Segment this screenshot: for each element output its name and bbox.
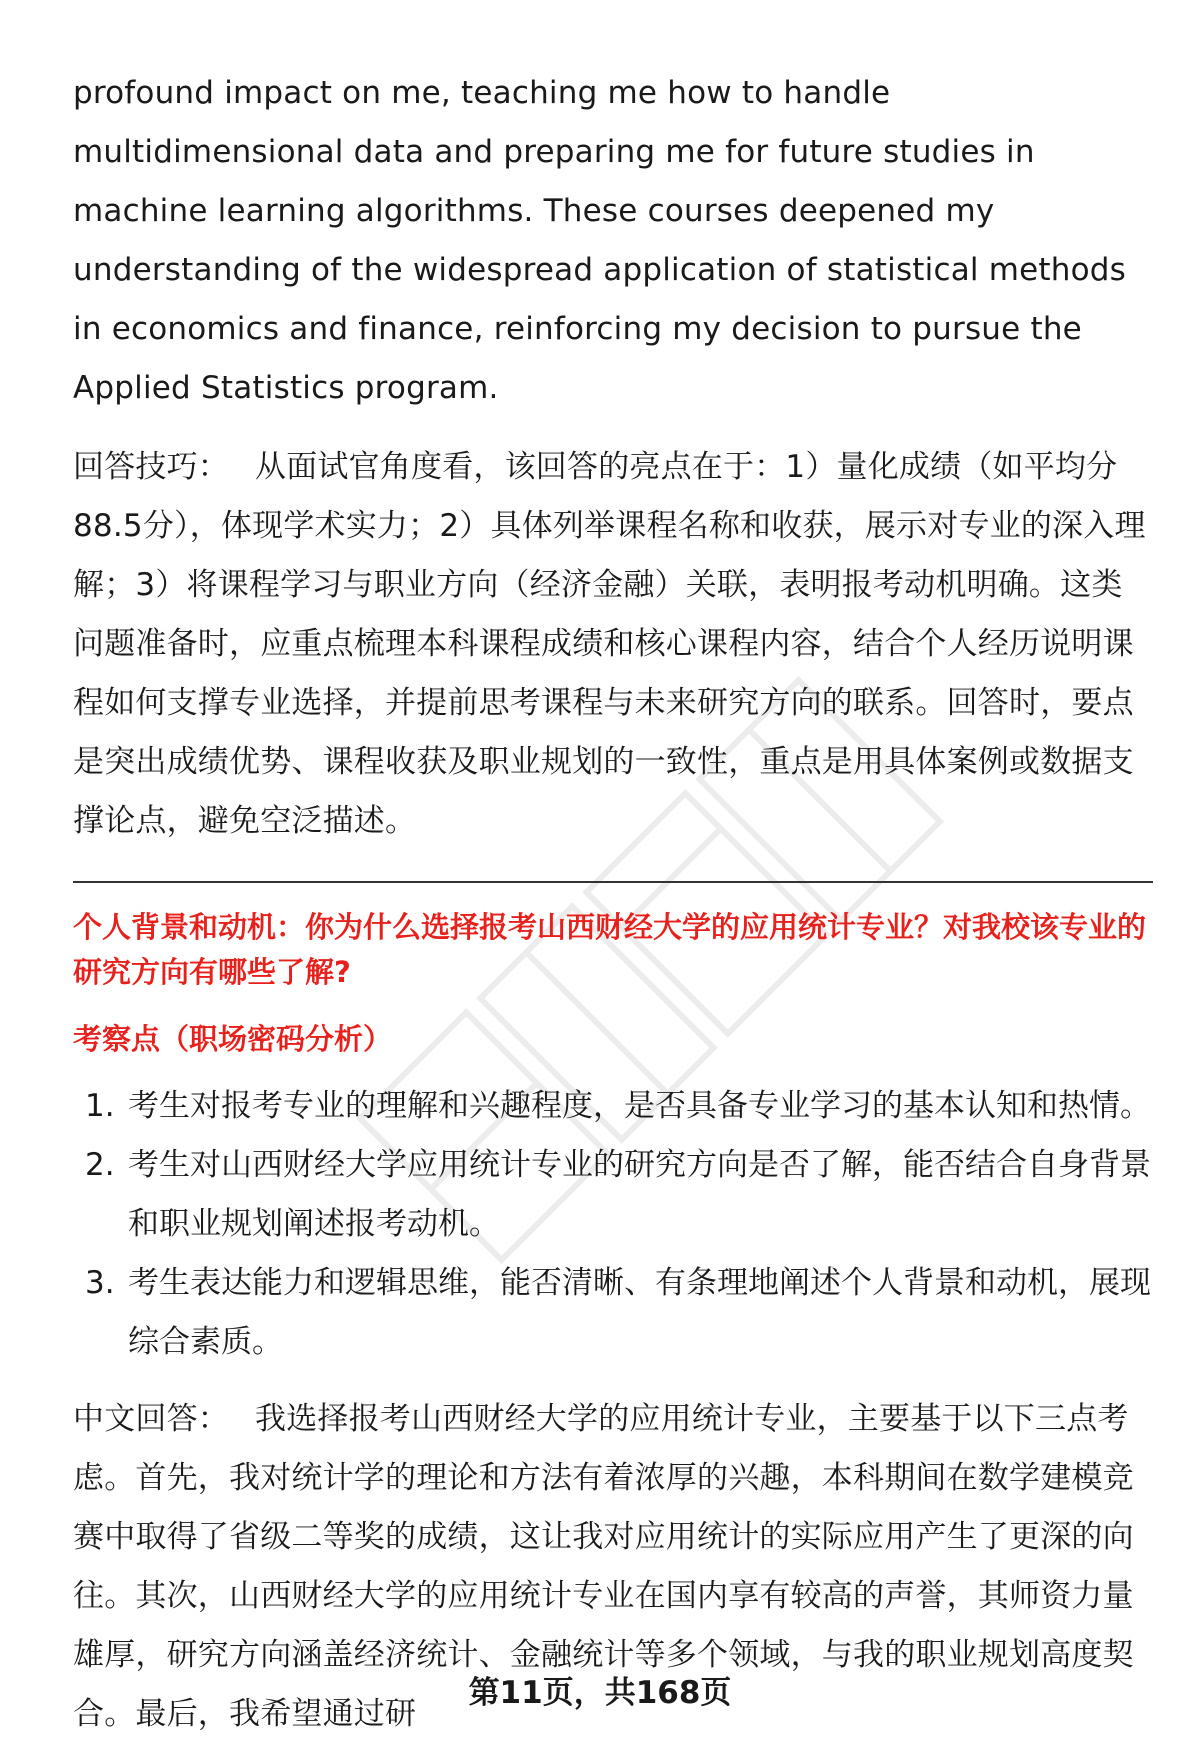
page-number: 第11页，共168页 [468, 1675, 732, 1711]
list-number: 3. [85, 1265, 115, 1301]
list-item [73, 1254, 1153, 1372]
answer-label: 中文回答： [73, 1401, 229, 1437]
english-answer-tail: profound impact on me, teaching me how to handle multidimensional data and preparing me for future studies in machine learning algorithms. These courses deepened my understanding of the widespread application of statistical methods in economics and finance, reinforcing my decision to pursue the Applied Statistics program. [73, 75, 1127, 406]
list-text: 考生表达能力和逻辑思维，能否清晰、有条理地阐述个人背景和动机，展现综合素质。 [128, 1265, 1151, 1360]
answer-tips [73, 438, 1153, 851]
question-title: 个人背景和动机：你为什么选择报考山西财经大学的应用统计专业？对我校该专业的研究方向有哪些了解? [73, 910, 1147, 989]
list-text: 考生对山西财经大学应用统计专业的研究方向是否了解，能否结合自身背景和职业规划阐述报考动机。 [128, 1147, 1151, 1242]
answer-text: 我选择报考山西财经大学的应用统计专业，主要基于以下三点考虑。首先，我对统计学的理论和方法有着浓厚的兴趣，本科期间在数学建模竞赛中取得了省级二等奖的成绩，这让我对应用统计的实际应用产生了更深的向往。其次，山西财经大学的应用统计专业在国内享有较高的声誉，其师资力量雄厚，研究方向涵盖经济统计、金融统计等多个领域，与我的职业规划高度契合。最后，我希望通过研 [73, 1401, 1134, 1732]
tips-text: 从面试官角度看，该回答的亮点在于：1）量化成绩（如平均分88.5分），体现学术实力；2）具体列举课程名称和收获，展示对专业的深入理解；3）将课程学习与职业方向（经济金融）关联，表明报考动机明确。这类问题准备时，应重点梳理本科课程成绩和核心课程内容，结合个人经历说明课程如何支撑专业选择，并提前思考课程与未来研究方向的联系。回答时，要点是突出成绩优势、课程收获及职业规划的一致性，重点是用具体案例或数据支撑论点，避免空泛描述。 [73, 449, 1146, 839]
assessment-heading: 考察点（职场密码分析） [73, 1022, 393, 1056]
list-number: 2. [85, 1147, 115, 1183]
list-number: 1. [85, 1088, 115, 1124]
list-item [73, 1077, 1153, 1136]
section-divider [73, 881, 1153, 883]
list-item [73, 1136, 1153, 1254]
list-text: 考生对报考专业的理解和兴趣程度，是否具备专业学习的基本认知和热情。 [128, 1088, 1151, 1124]
assessment-points [73, 1077, 1153, 1372]
tips-label: 回答技巧： [73, 449, 229, 485]
content-area [73, 64, 1153, 1744]
